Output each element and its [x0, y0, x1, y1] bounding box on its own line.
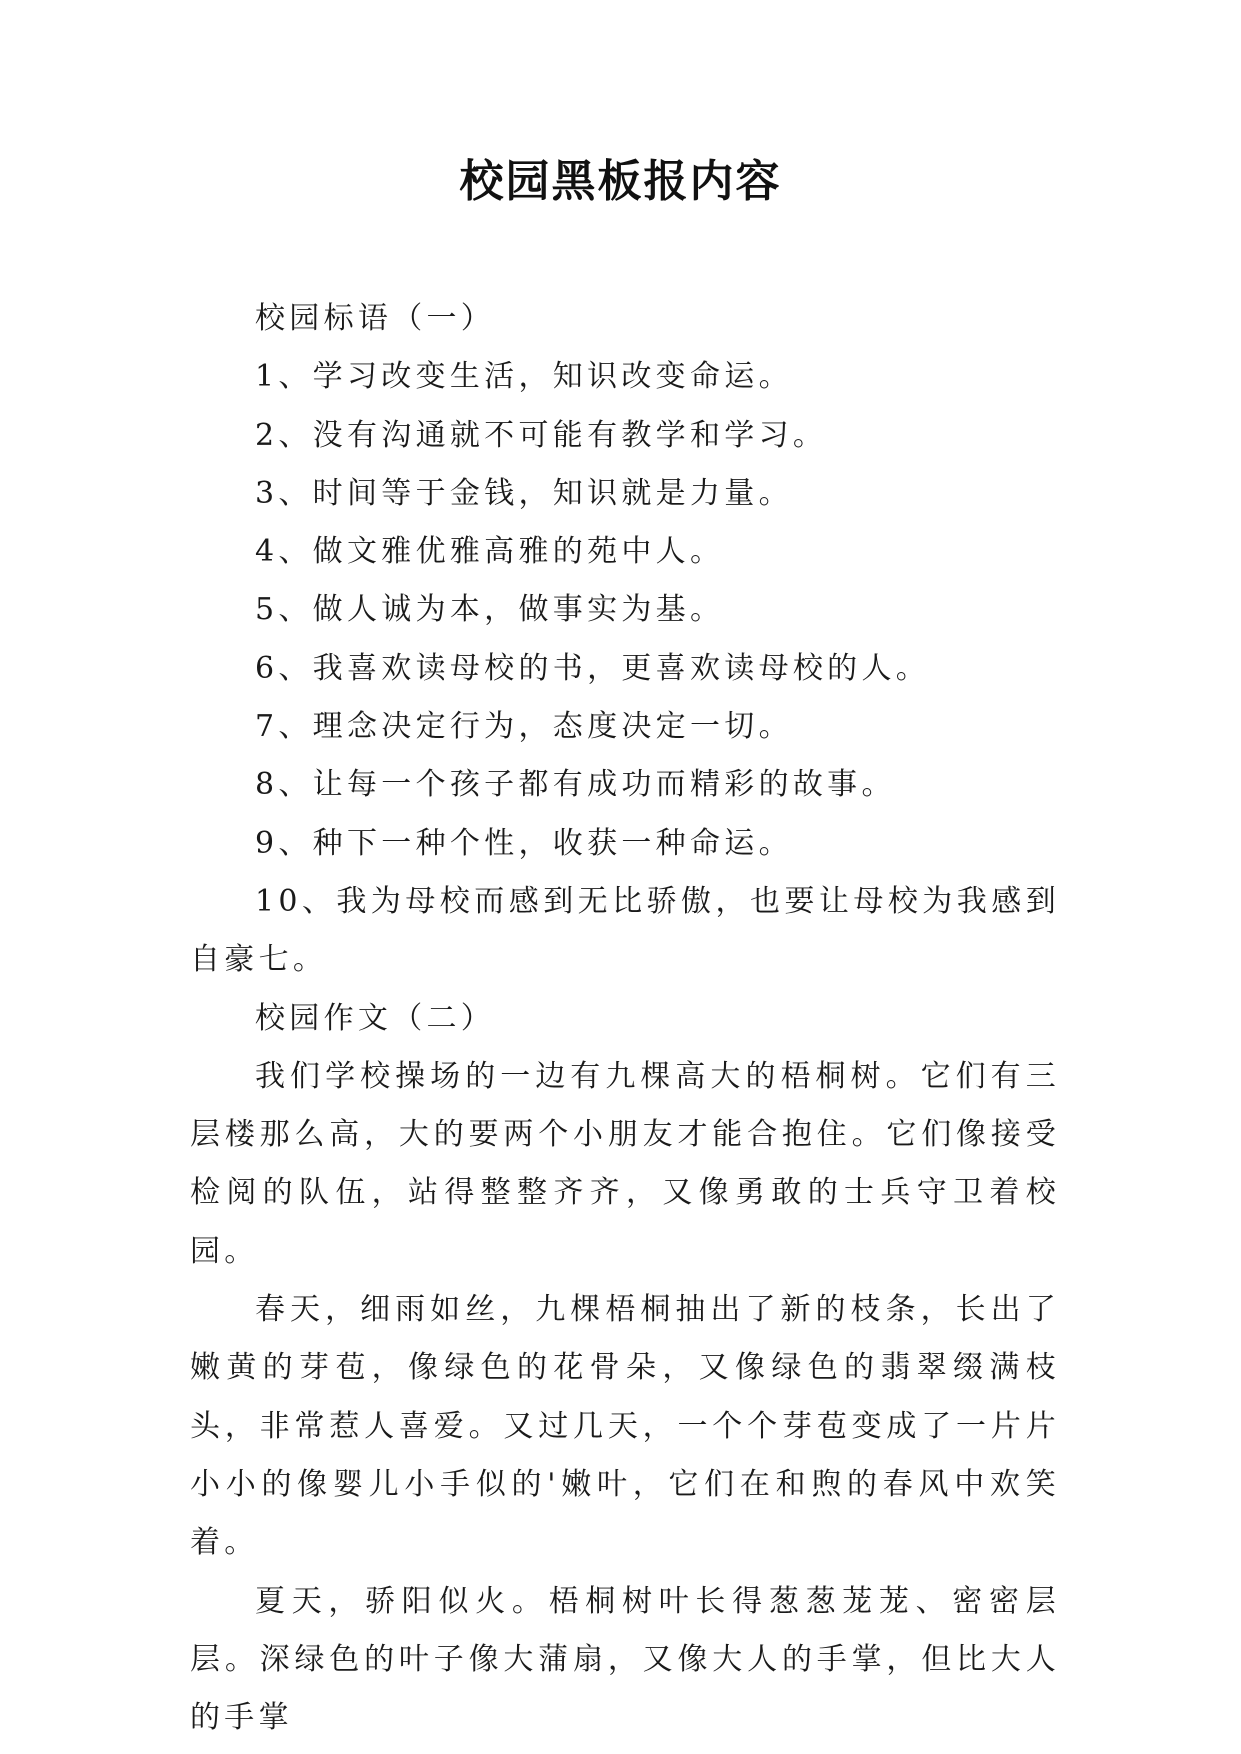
slogan-item: 9、种下一种个性，收获一种命运。: [255, 825, 793, 861]
slogan-item: 4、做文雅优雅高雅的苑中人。: [255, 534, 725, 570]
slogan-item: 5、做人诚为本，做事实为基。: [255, 592, 725, 628]
document-body: [190, 290, 1060, 1747]
essay-paragraph: 夏天，骄阳似火。梧桐树叶长得葱葱茏茏、密密层层。深绿色的叶子像大蒲扇，又像大人的手掌，但比大人的手掌: [190, 1583, 1060, 1736]
section-heading-slogans: 校园标语（一）: [255, 301, 496, 336]
document-title: 校园黑板报内容: [459, 156, 782, 207]
slogan-item: 2、没有沟通就不可能有教学和学习。: [255, 417, 828, 453]
essay-paragraph: 春天，细雨如丝，九棵梧桐抽出了新的枝条，长出了嫩黄的芽苞，像绿色的花骨朵，又像绿色的翡翠缀满枝头，非常惹人喜爱。又过几天，一个个芽苞变成了一片片小小的像婴儿小手似的'嫩叶，它们在和煦的春风中欢笑着。: [190, 1292, 1060, 1561]
slogan-item: 3、时间等于金钱，知识就是力量。: [255, 475, 793, 511]
slogan-item: 8、让每一个孩子都有成功而精彩的故事。: [255, 767, 896, 803]
slogan-item: 7、理念决定行为，态度决定一切。: [255, 709, 793, 745]
essay-paragraph: 我们学校操场的一边有九棵高大的梧桐树。它们有三层楼那么高，大的要两个小朋友才能合抱住。它们像接受检阅的队伍，站得整整齐齐，又像勇敢的士兵守卫着校园。: [190, 1058, 1060, 1269]
slogan-item: 10、我为母校而感到无比骄傲，也要让母校为我感到自豪七。: [190, 883, 1060, 978]
section-heading-essay: 校园作文（二）: [255, 1000, 496, 1036]
slogan-item: 1、学习改变生活，知识改变命运。: [255, 359, 793, 395]
slogan-item: 6、我喜欢读母校的书，更喜欢读母校的人。: [255, 650, 931, 686]
